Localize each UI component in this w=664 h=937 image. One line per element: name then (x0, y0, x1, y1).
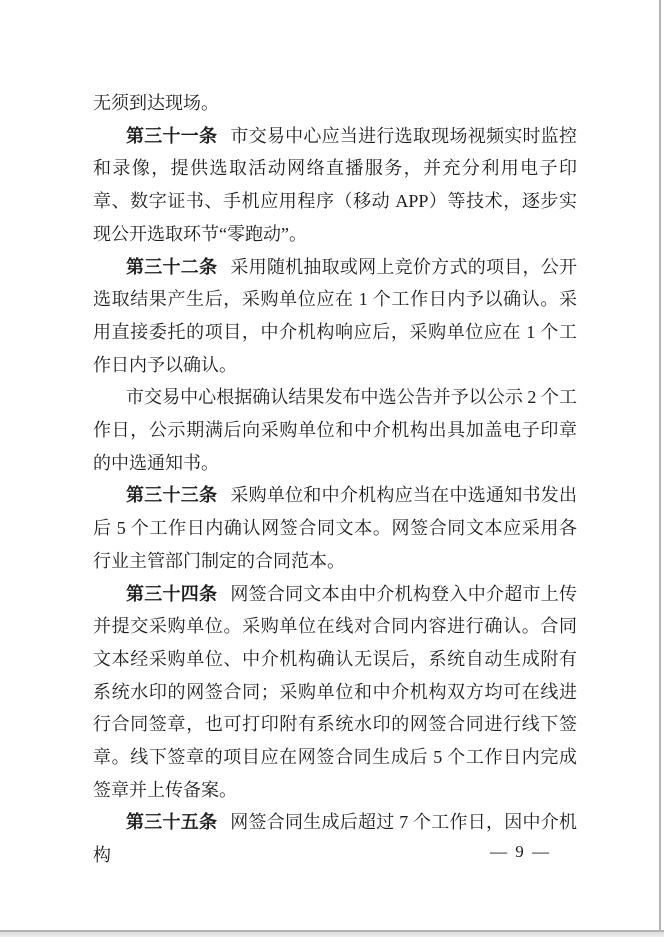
paragraph-text: 采购单位和中介机构应当在中选通知书发出后 5 个工作日内确认网签合同文本。网签合同文本应采用各行业主管部门制定的合同范本。 (93, 485, 578, 571)
paragraph-text: 市交易中心应当进行选取现场视频实时监控和录像，提供选取活动网络直播服务，并充分利用电子印章、数字证书、手机应用程序（移动 APP）等技术，逐步实现公开选取环节“零跑动”。 (93, 125, 578, 244)
paragraph-article-35 (93, 806, 577, 871)
paragraph-article-33 (93, 479, 577, 577)
paragraph-text: 市交易中心根据确认结果发布中选公告并予以公示 2 个工作日，公示期满后向采购单位和中介机构出具加盖电子印章的中选通知书。 (93, 387, 577, 473)
page-number: — 9 — (490, 842, 551, 861)
article-heading: 第三十二条 (126, 256, 218, 277)
paragraph-text: 网签合同文本由中介机构登入中介超市上传并提交采购单位。采购单位在线对合同内容进行确认。合同文本经采购单位、中介机构确认无误后，系统自动生成附有系统水印的网签合同；采购单位和中介机构双方均可在线进行合同签章，也可打印附有系统水印的网签合同进行线下签章。线下签章的项目应在网签合同生成后 5 个工作日内完成签章并上传备案。 (93, 583, 578, 800)
paragraph-text: 网签合同生成后超过 7 个工作日，因中介机构 (93, 812, 577, 866)
paragraph-article-34 (93, 578, 577, 807)
paragraph-text: 无须到达现场。 (93, 93, 219, 113)
paragraph-article-32 (93, 251, 577, 382)
article-heading: 第三十五条 (126, 812, 218, 833)
article-heading: 第三十四条 (126, 583, 218, 604)
article-heading: 第三十一条 (126, 125, 218, 146)
document-body (93, 87, 577, 872)
paragraph-plain (93, 381, 577, 479)
scan-edge-right (659, 0, 661, 937)
paragraph-article-31 (93, 120, 577, 251)
paragraph-text: 采用随机抽取或网上竞价方式的项目，公开选取结果产生后，采购单位应在 1 个工作日内予以确认。采用直接委托的项目，中介机构响应后，采购单位应在 1 个工作日内予以确认。 (93, 256, 578, 375)
article-heading: 第三十三条 (126, 485, 218, 506)
paragraph-continuation (93, 87, 577, 120)
scan-edge-bottom-shadow (0, 932, 664, 937)
